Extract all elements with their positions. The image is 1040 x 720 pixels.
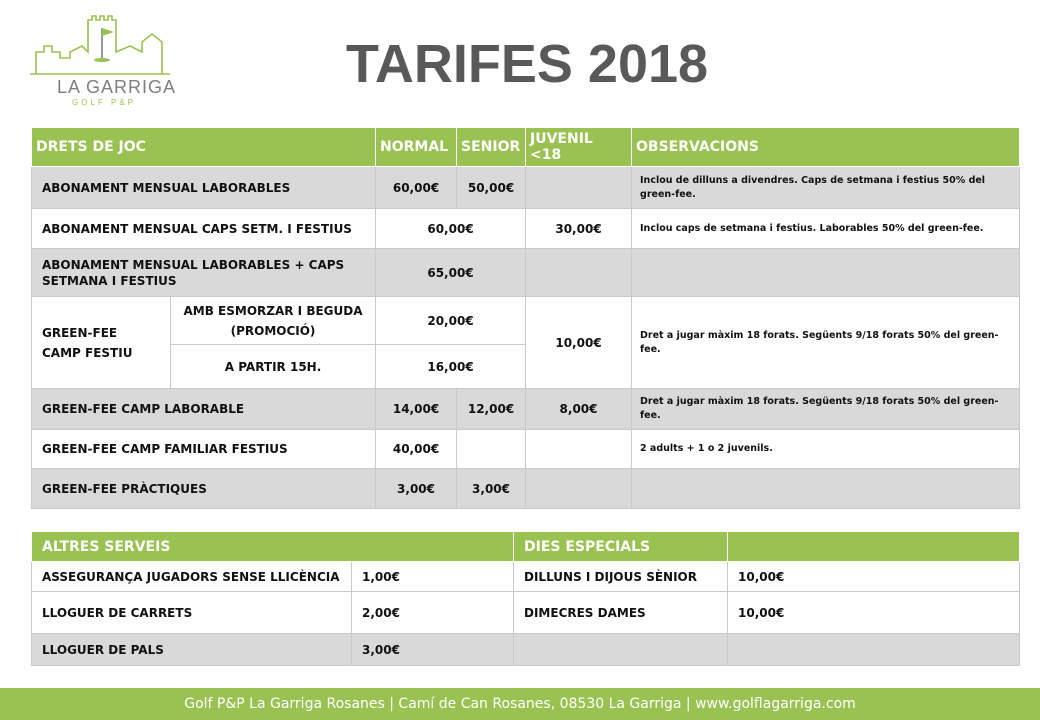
green-fee-table — [31, 127, 1020, 509]
price-juvenil: 30,00€ — [526, 209, 632, 249]
table-row — [32, 167, 1020, 209]
day-label: DILLUNS I DIJOUS SÈNIOR — [514, 562, 728, 592]
observation: Dret a jugar màxim 18 forats. Següents 9/18 forats 50% del green-fee. — [632, 389, 1020, 430]
service-price: 3,00€ — [352, 634, 514, 666]
header-empty — [728, 532, 1020, 562]
table-row — [32, 430, 1020, 469]
service-label: ASSEGURANÇA JUGADORS SENSE LLICÈNCIA — [32, 562, 352, 592]
table-row — [32, 562, 1020, 592]
price-normal-senior: 16,00€ — [376, 345, 526, 389]
price-normal: 3,00€ — [376, 469, 457, 509]
price-normal: 60,00€ — [376, 167, 457, 209]
price-juvenil: 10,00€ — [526, 297, 632, 389]
price-senior — [457, 430, 526, 469]
footer: Golf P&P La Garriga Rosanes | Camí de Can Rosanes, 08530 La Garriga | www.golflagarriga.com — [0, 688, 1040, 720]
price-senior: 50,00€ — [457, 167, 526, 209]
table-row — [32, 209, 1020, 249]
header-senior: SENIOR — [457, 128, 526, 167]
page-title: TARIFES 2018 — [345, 34, 709, 94]
header-juvenil: JUVENIL <18 — [526, 128, 632, 167]
price-normal: 40,00€ — [376, 430, 457, 469]
day-price: 10,00€ — [728, 592, 1020, 634]
observation — [632, 249, 1020, 297]
header-drets: DRETS DE JOC — [32, 128, 376, 167]
row-label: GREEN-FEE PRÀCTIQUES — [32, 469, 376, 509]
day-label — [514, 634, 728, 666]
row-label: ABONAMENT MENSUAL LABORABLES + CAPS SETMANA I FESTIUS — [32, 249, 376, 297]
option-label: AMB ESMORZAR I BEGUDA (PROMOCIÓ) — [171, 297, 376, 345]
row-label: ABONAMENT MENSUAL LABORABLES — [32, 167, 376, 209]
row-label: GREEN-FEE CAMP FAMILIAR FESTIUS — [32, 430, 376, 469]
table-row — [32, 592, 1020, 634]
observation: 2 adults + 1 o 2 juvenils. — [632, 430, 1020, 469]
table-row — [32, 297, 1020, 345]
services-table — [31, 531, 1020, 666]
observation: Dret a jugar màxim 18 forats. Següents 9/18 forats 50% del green-fee. — [632, 297, 1020, 389]
table-header-row — [32, 532, 1020, 562]
day-label: DIMECRES DAMES — [514, 592, 728, 634]
service-label: LLOGUER DE CARRETS — [32, 592, 352, 634]
price-normal-senior: 20,00€ — [376, 297, 526, 345]
table-row — [32, 389, 1020, 430]
observation: Inclou de dilluns a divendres. Caps de setmana i festius 50% del green-fee. — [632, 167, 1020, 209]
price-normal-senior: 60,00€ — [376, 209, 526, 249]
price-juvenil — [526, 167, 632, 209]
option-label: A PARTIR 15H. — [171, 345, 376, 389]
price-senior: 12,00€ — [457, 389, 526, 430]
row-label: GREEN-FEE CAMP LABORABLE — [32, 389, 376, 430]
price-normal-senior: 65,00€ — [376, 249, 526, 297]
price-juvenil — [526, 430, 632, 469]
logo-subtitle: GOLF P&P — [72, 98, 137, 107]
service-label: LLOGUER DE PALS — [32, 634, 352, 666]
header-altres-serveis: ALTRES SERVEIS — [32, 532, 514, 562]
row-label: ABONAMENT MENSUAL CAPS SETM. I FESTIUS — [32, 209, 376, 249]
price-normal: 14,00€ — [376, 389, 457, 430]
service-price: 1,00€ — [352, 562, 514, 592]
price-juvenil: 8,00€ — [526, 389, 632, 430]
service-price: 2,00€ — [352, 592, 514, 634]
table-row — [32, 249, 1020, 297]
day-price: 10,00€ — [728, 562, 1020, 592]
price-juvenil — [526, 249, 632, 297]
header-observacions: OBSERVACIONS — [632, 128, 1020, 167]
header-dies-especials: DIES ESPECIALS — [514, 532, 728, 562]
observation: Inclou caps de setmana i festius. Laborables 50% del green-fee. — [632, 209, 1020, 249]
header-normal: NORMAL — [376, 128, 457, 167]
logo-name: LA GARRIGA — [57, 77, 177, 97]
table-header-row — [32, 128, 1020, 167]
table-row — [32, 469, 1020, 509]
table-row — [32, 634, 1020, 666]
price-senior: 3,00€ — [457, 469, 526, 509]
row-label: GREEN-FEE CAMP FESTIU — [32, 297, 171, 389]
observation — [632, 469, 1020, 509]
price-juvenil — [526, 469, 632, 509]
day-price — [728, 634, 1020, 666]
